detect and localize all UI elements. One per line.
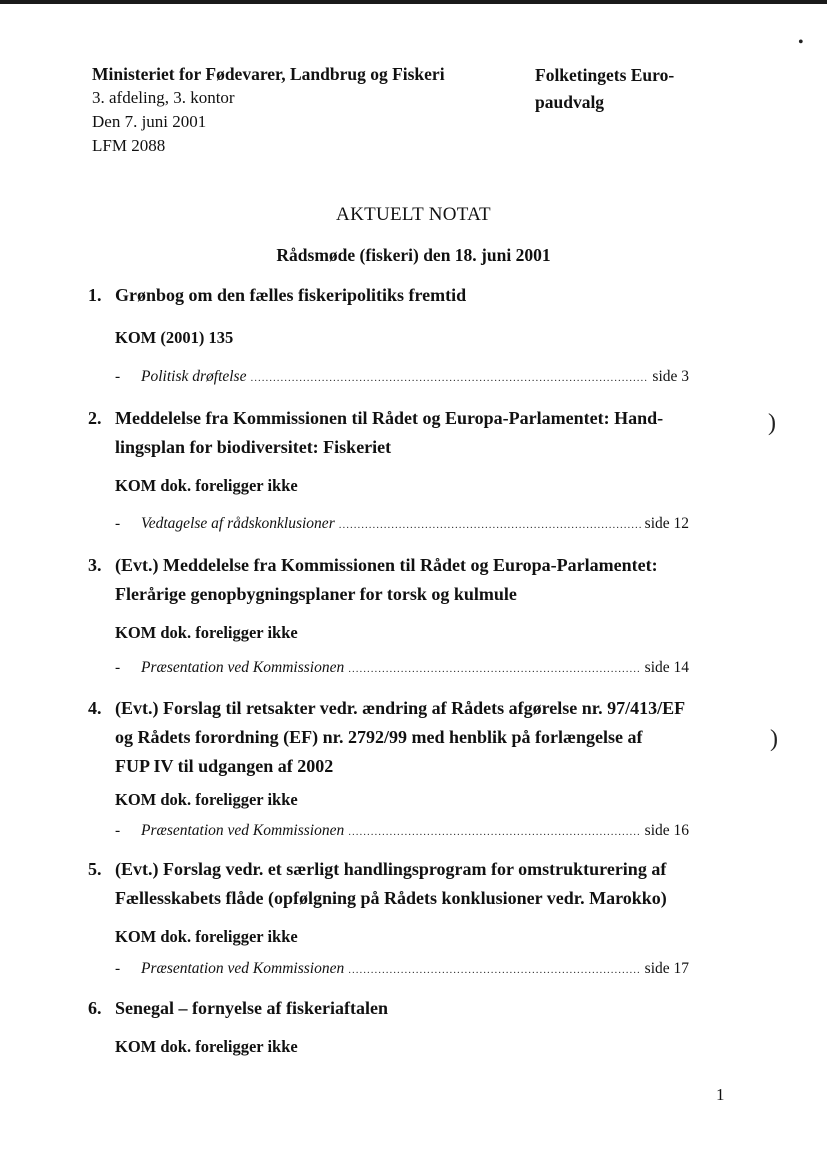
punch-hole-mark-icon: • xyxy=(798,34,804,51)
kom-reference: KOM (2001) 135 xyxy=(115,328,234,347)
toc-page: side 12 xyxy=(644,515,689,532)
heading-line: og Rådets forordning (EF) nr. 2792/99 med henblik på forlængelse af xyxy=(115,727,643,747)
ministry-name: Ministeriet for Fødevarer, Landbrug og Fiskeri xyxy=(92,64,445,84)
kom-reference: KOM dok. foreligger ikke xyxy=(115,1037,298,1056)
kom-reference: KOM dok. foreligger ikke xyxy=(115,790,298,809)
item-number: 4. xyxy=(88,698,102,718)
toc-entry[interactable] xyxy=(115,822,689,840)
toc-label: Præsentation ved Kommissionen xyxy=(141,659,345,676)
toc-label: Politisk drøftelse xyxy=(141,368,247,385)
toc-entry[interactable] xyxy=(115,659,689,677)
heading-line: Flerårige genopbygningsplaner for torsk og kulmule xyxy=(115,584,517,604)
recipient-block xyxy=(535,62,695,116)
document-subtitle: Rådsmøde (fiskeri) den 18. juni 2001 xyxy=(276,245,551,265)
toc-entry[interactable] xyxy=(115,368,689,386)
kom-reference: KOM dok. foreligger ikke xyxy=(115,476,298,495)
reference-number: LFM 2088 xyxy=(92,136,166,155)
toc-page: side 3 xyxy=(652,368,689,385)
toc-entry[interactable] xyxy=(115,515,689,533)
heading-line: Meddelelse fra Kommissionen til Rådet og Europa-Parlamentet: Hand- xyxy=(115,408,664,428)
binder-mark-icon: ) xyxy=(770,726,778,752)
item-number: 1. xyxy=(88,285,102,305)
toc-dash: - xyxy=(115,659,121,676)
item-number: 3. xyxy=(88,555,102,575)
agenda-item-heading xyxy=(88,404,728,462)
heading-line: Fællesskabets flåde (opfølgning på Rådets konklusioner vedr. Marokko) xyxy=(115,888,667,908)
scan-top-border xyxy=(0,0,827,4)
toc-leader xyxy=(348,663,640,675)
toc-leader xyxy=(348,826,640,838)
agenda-item-heading xyxy=(88,994,728,1023)
toc-dash: - xyxy=(115,515,121,532)
toc-label: Præsentation ved Kommissionen xyxy=(141,960,345,977)
toc-leader xyxy=(250,372,648,384)
toc-entry[interactable] xyxy=(115,960,689,978)
item-number: 6. xyxy=(88,998,102,1018)
heading-line: (Evt.) Forslag til retsakter vedr. ændring af Rådets afgørelse nr. 97/413/EF xyxy=(115,698,686,718)
agenda-item-heading xyxy=(88,551,728,609)
agenda-item-heading xyxy=(88,694,738,781)
page-number: 1 xyxy=(716,1085,725,1104)
document-title: AKTUELT NOTAT xyxy=(336,204,491,225)
agenda-item-heading xyxy=(88,855,738,913)
item-number: 2. xyxy=(88,408,102,428)
heading-line: (Evt.) Forslag vedr. et særligt handlingsprogram for omstrukturering af xyxy=(115,859,667,879)
binder-mark-icon: ) xyxy=(768,410,776,436)
toc-label: Præsentation ved Kommissionen xyxy=(141,822,345,839)
heading-line: (Evt.) Meddelelse fra Kommissionen til Rådet og Europa-Parlamentet: xyxy=(115,555,658,575)
item-number: 5. xyxy=(88,859,102,879)
heading-line: FUP IV til udgangen af 2002 xyxy=(115,756,334,776)
kom-reference: KOM dok. foreligger ikke xyxy=(115,927,298,946)
heading-line: Senegal – fornyelse af fiskeriaftalen xyxy=(115,998,388,1018)
toc-page: side 14 xyxy=(644,659,689,676)
document-date: Den 7. juni 2001 xyxy=(92,112,207,131)
toc-leader xyxy=(348,964,640,976)
kom-reference: KOM dok. foreligger ikke xyxy=(115,623,298,642)
toc-dash: - xyxy=(115,822,121,839)
heading-line: Grønbog om den fælles fiskeripolitiks fremtid xyxy=(115,285,467,305)
toc-leader xyxy=(339,519,641,531)
recipient-line: paudvalg xyxy=(535,92,605,112)
sender-block xyxy=(92,62,445,158)
department: 3. afdeling, 3. kontor xyxy=(92,88,235,107)
toc-page: side 16 xyxy=(644,822,689,839)
recipient-line: Folketingets Euro- xyxy=(535,65,675,85)
toc-dash: - xyxy=(115,368,121,385)
heading-line: lingsplan for biodiversitet: Fiskeriet xyxy=(115,437,392,457)
agenda-item-heading xyxy=(88,281,728,310)
toc-dash: - xyxy=(115,960,121,977)
toc-page: side 17 xyxy=(644,960,689,977)
toc-label: Vedtagelse af rådskonklusioner xyxy=(141,515,335,532)
